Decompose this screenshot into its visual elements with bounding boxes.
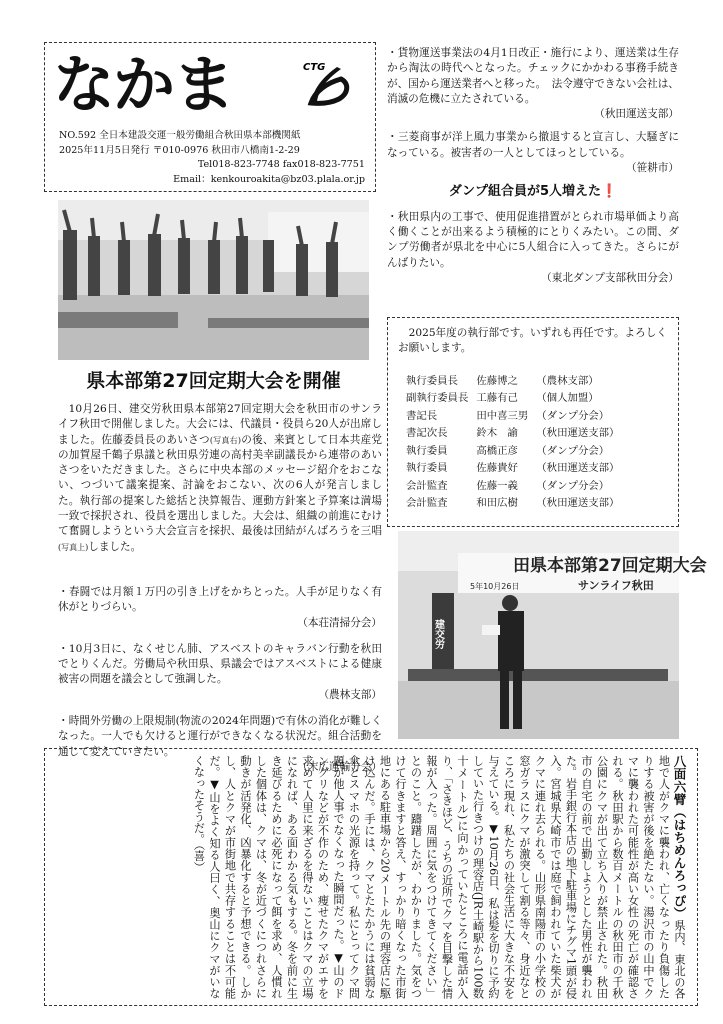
table-row: 書記次長 鈴木 諭 （秋田運送支部）: [406, 427, 620, 440]
issue-line: NO.592 全日本建設交運一般労働組合秋田県本部機関紙: [59, 130, 301, 141]
executive-table: [402, 371, 623, 511]
table-row: 会計監査 和田広樹 （秋田運送支部）: [406, 497, 620, 510]
comment-item: ・春闘では月額１万円の引き上げをかちとった。人手が足りなく有休がとりづらい。 （本荘清掃分会）: [58, 585, 382, 631]
convention-report: [58, 402, 382, 555]
banner-text: 田県本部第27回定期大会: [513, 556, 707, 576]
table-row: 執行委員 高橋正彦 （ダンプ分会）: [406, 444, 610, 457]
column-vertical-text: [191, 755, 687, 999]
comment-item: ・秋田県内の工事で、使用促進措置がとられ市場単価より高く働くことが出来るよう積極的にとりくみたい。この間、ダンプ労働者が県北を中心に5人組合に入ってきた。さらにがんばりたい。 （東北ダンプ支部秋田分会）: [387, 210, 679, 286]
executive-intro: 2025年度の執行部です。いずれも再任です。よろしくお願いします。: [398, 327, 667, 355]
comment-source: （本荘清掃分会）: [297, 616, 382, 629]
comment-item: ・時間外労働の上限規制(物流の2024年問題)で有休の消化が難しくなった。一人でも欠けると運行ができなくなる状況だ。組合活動を通じて変えていきたい。 （末広運輸分会）: [58, 714, 382, 775]
table-row: 執行委員長 佐藤博之 （農林支部）: [406, 374, 599, 387]
comment-item: ・三菱商事が洋上風力事業から撤退すると宣言し、大騒ぎになっている。被害者の一人としてほっとしている。 （笹耕市）: [387, 130, 679, 176]
svg-text:CTG: CTG: [303, 62, 326, 73]
masthead: [44, 42, 376, 192]
convention-group-photo: [58, 200, 369, 360]
date-address-line: 2025年11月5日発行 〒010-0976 秋田市八橋南1-2-29: [59, 144, 300, 156]
column-body: 県内、東北の各地で人がクマに襲われ、亡くなったり負傷したりする被害が後を絶たない。湯沢市の山中でクマに襲われた可能性が高い女性の死亡が確認される。秋田駅から数百メートルの秋田市の千秋公園にクマが出て立ち入りが禁止された。秋田市の自宅の前で出勤しようとした男性が襲われた。岩手銀行本店の地下駐車場にチグマ1頭が侵入。宮城県大崎市では庭で飼われていた柴犬がクマに連れ去られる。山形県南陽市の小学校の窓ガラスにクマが激突して割る等々、身近なところに現れ、私たちの社会生活に大きな不安を与えている。▼10月26日、私は髪を切りに予約していた行きつけの理容店(JR土崎駅から100数十メートル)に向かっていたところに電話が入り、「さきほど、うちの近所でクマを目撃した情報が入った。周囲に気をつけてきてください」とのこと。躊躇したが、わかりました。気をつけて行きますと答え、すっかり暗くなった市街地にある駐車場から20メートル先の理容店に駆け込んだ。手には、クマとたたかうには貧弱な傘とスマホの光源を持って。私にとってクマ問題が他人事でなくなった瞬間だった。▼山のドングリなどが不作のため、痩せたクマがエサを求めて人里に来ざるを得ないことはクマの立場になれば、ある面わかる気もする。冬を前に生き延びるために必死になって餌を求め、人慣れした個体は、クマは、冬が近づくにつれさらに動きが活発化、凶暴化すると予想できる。しかし、人とクマが市街地で共存することは不可能だ。▼山をよく知る人曰く、奥山にクマがいなくなったそうだ。: [192, 755, 686, 1000]
table-row: 執行委員 佐藤貴好 （秋田運送支部）: [406, 462, 620, 475]
comment-item: ・貨物運送事業法の4月1日改正・施行により、運送業は生存から淘汰の時代へとなった。チェックにかかわる事務手続きが、国から運送業者へと移った。 法令遵守できない会社は、消滅の危機に立たされている。 （秋田運送支部）: [387, 46, 679, 122]
executive-board-box: [387, 317, 679, 527]
comment-item: ・10月3日に、なくせじん肺、アスベストのキャラバン行動を秋田でとりくんだ。労働局や秋田県、県議会ではアスベストによる健康被害の問題を議会として強調した。 （農林支部）: [58, 642, 382, 703]
photo-illustration: [58, 200, 369, 360]
banner-date: 5年10月26日: [470, 582, 520, 591]
table-row: 書記長 田中喜三男 （ダンプ分会）: [406, 409, 610, 422]
chairman-speech-photo: [398, 531, 707, 739]
flag-text: 建交労: [432, 619, 444, 649]
article-headline: 県本部第27回定期大会を開催: [86, 370, 341, 392]
table-row: 副執行委員長 工藤有己 （個人加盟）: [406, 392, 599, 405]
member-comments-right: [387, 46, 679, 286]
convention-report-text: 10月26日、建交労秋田県本部第27回定期大会を秋田市のサンライフ秋田で開催しました。大会には、代議員・役員ら20人が出席しました。佐藤委員長のあいさつ(写真右)の後、来賓として日本共産党の加賀屋千鶴子県議と秋田県労連の高村美幸副議長から連帯のあいさつをいただきました。さらに中央本部のメッセージ紹介をおこない、つづいて議案提案、討論をおこない、次の6人が発言しました。執行部の提案した総括と決算報告、運動方針案と予算案は満場一致で採択され、役員を選出しました。大会は、組織の前進にむけて奮闘しようという大会宣言を採択、最後は団結がんばろうを三唱(写真上)しました。: [58, 403, 383, 553]
email-line: Email：kenkouroakita@bz03.plala.or.jp: [173, 173, 365, 185]
comment-source: （末広運輸分会）: [297, 760, 382, 773]
comment-source: （東北ダンプ支部秋田分会）: [541, 271, 679, 284]
comment-source: （笹耕市）: [626, 162, 679, 175]
comment-source: （農林支部）: [318, 688, 382, 701]
banner-venue: サンライフ秋田: [578, 579, 654, 592]
column-box: [44, 748, 698, 1006]
photo-right-note: (写真右): [209, 435, 242, 445]
table-row: 会計監査 佐藤一義 （ダンプ分会）: [406, 479, 610, 492]
dump-subheading: ダンプ組合員が5人増えた❗: [448, 184, 618, 200]
ctg-logo-icon: [297, 57, 357, 107]
masthead-info: [59, 129, 365, 187]
comment-source: （秋田運送支部）: [594, 108, 679, 121]
column-title: 八面六臂（はちめんろっぴ）: [672, 755, 687, 920]
newsletter-logo: なかま: [53, 48, 234, 121]
phone-fax-line: Tel018-823-7748 fax018-823-7751: [197, 159, 365, 171]
photo-above-note: (写真上): [58, 542, 89, 552]
photo-illustration: [398, 531, 707, 739]
column-signature: （喜）: [192, 844, 206, 873]
